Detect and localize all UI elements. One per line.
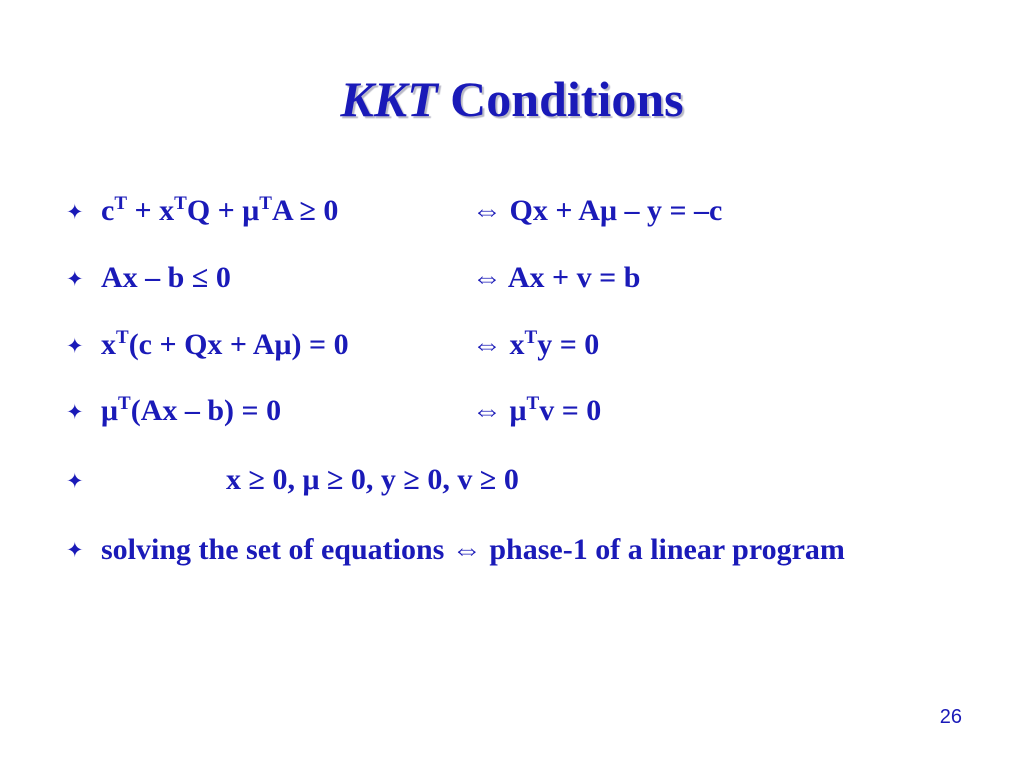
slide-title: [0, 66, 1024, 132]
slide-title-kkt: KKT: [340, 71, 438, 127]
row4-right-equation: ⇔ $\mu^Tv = 0$: [472, 393, 602, 427]
page-number: 26: [939, 706, 962, 728]
row3-right-equation: ⇔ $x^Ty = 0$: [472, 327, 600, 361]
row1-left-equation: $c^T + x^TQ + \mu^TA \ge 0$: [101, 193, 339, 227]
bullet-icon: ✦: [66, 469, 84, 493]
bullet-icon: ✦: [66, 267, 84, 291]
row4-left-equation: $\mu^T(Ax - b) = 0$: [101, 393, 282, 427]
row5-nonnegativity: x ≥ 0, μ ≥ 0, y ≥ 0, v ≥ 0: [226, 463, 519, 496]
slide-title-rest: Conditions: [437, 71, 684, 127]
bullet-icon: ✦: [66, 334, 84, 358]
row3-left-equation: $x^T(c + Qx + A\mu) = 0$: [101, 327, 349, 361]
row1-right-equation: ⇔ Qx + Aμ – y = –c: [472, 194, 723, 227]
row2-left-equation: Ax – b ≤ 0: [101, 261, 231, 294]
bullet-icon: ✦: [66, 400, 84, 424]
row6-statement: solving the set of equations ⇔ phase-1 of a linear program: [101, 533, 845, 566]
row2-right-equation: ⇔ Ax + v = b: [472, 261, 641, 294]
bullet-icon: ✦: [66, 538, 84, 562]
bullet-icon: ✦: [66, 200, 84, 224]
